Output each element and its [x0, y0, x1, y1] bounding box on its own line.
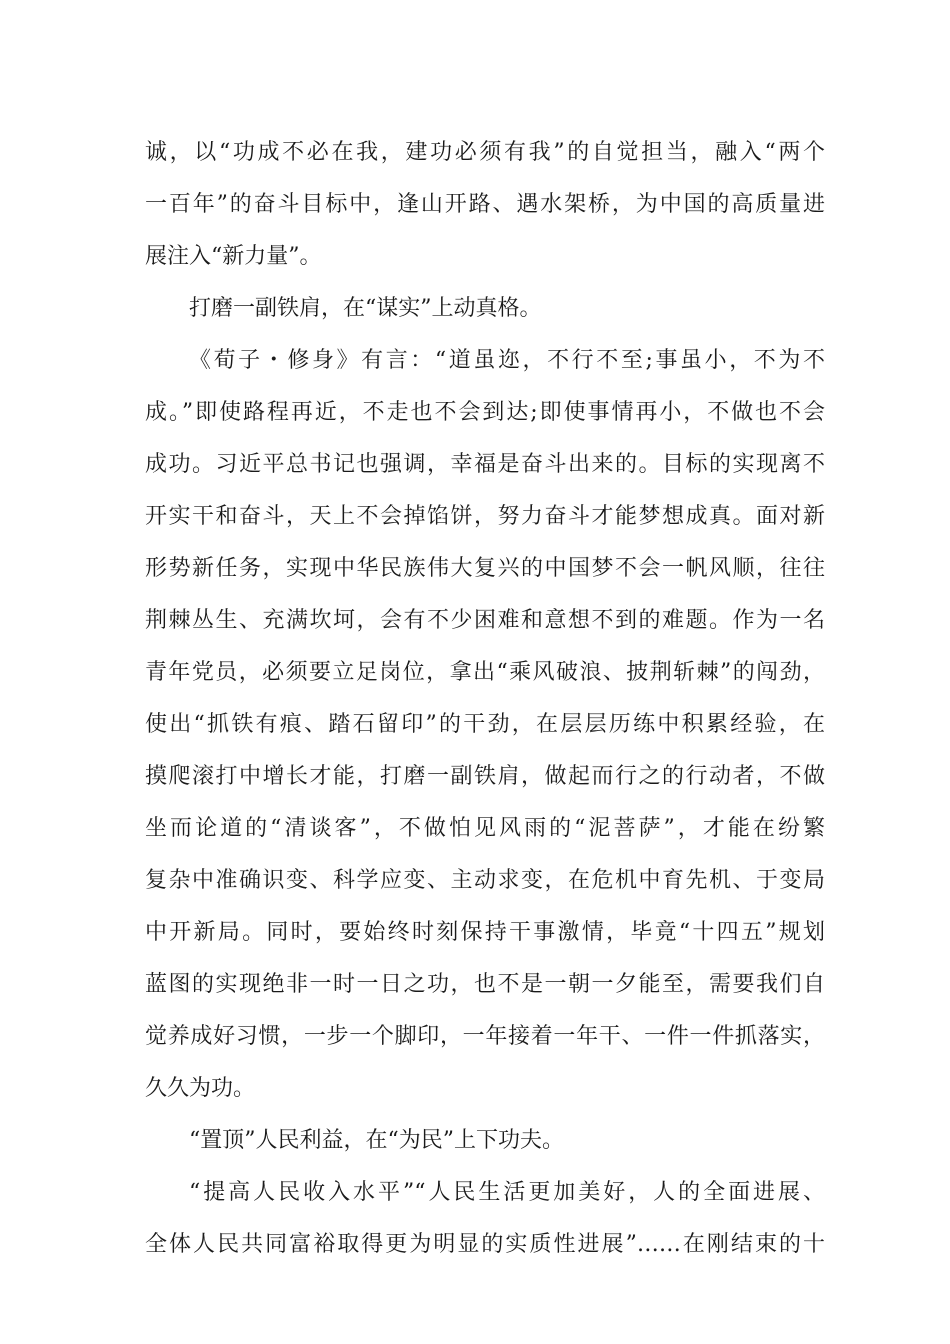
text-line: 中开新局。同时，要始终时刻保持干事激情，毕竟“十四五”规划: [145, 920, 825, 945]
text-line: 青年党员，必须要立足岗位，拿出“乘风破浪、披荆斩棘”的闯劲，: [145, 660, 825, 685]
paragraph-income: [145, 1167, 825, 1271]
paragraph-xunzi: [145, 335, 825, 1115]
text-line: 开实干和奋斗，天上不会掉馅饼，努力奋斗才能梦想成真。面对新: [145, 504, 825, 529]
text-line: 一百年”的奋斗目标中，逢山开路、遇水架桥，为中国的高质量进: [145, 192, 825, 217]
section-heading-people: [145, 1115, 825, 1167]
text-line: “提高人民收入水平”“人民生活更加美好，人的全面进展、: [189, 1180, 825, 1205]
text-line: 打磨一副铁肩，在“谋实”上动真格。: [189, 296, 542, 321]
text-line: 使出“抓铁有痕、踏石留印”的干劲，在层层历练中积累经验，在: [145, 712, 825, 737]
text-line: 久久为功。: [145, 1076, 256, 1101]
text-line: 展注入“新力量”。: [145, 244, 322, 269]
text-line: 形势新任务，实现中华民族伟大复兴的中国梦不会一帆风顺，往往: [145, 556, 825, 581]
text-line: 成功。习近平总书记也强调，幸福是奋斗出来的。目标的实现离不: [145, 452, 825, 477]
text-line: “置顶”人民利益，在“为民”上下功夫。: [189, 1128, 564, 1153]
text-line: 《荀子・修身》有言：“道虽迩，不行不至;事虽小，不为不: [189, 348, 825, 373]
text-line: 觉养成好习惯，一步一个脚印，一年接着一年干、一件一件抓落实，: [145, 1024, 825, 1049]
text-line: 全体人民共同富裕取得更为明显的实质性进展”……在刚结束的十: [145, 1232, 825, 1257]
text-line: 摸爬滚打中增长才能，打磨一副铁肩，做起而行之的行动者，不做: [145, 764, 825, 789]
section-heading-shoulders: [145, 283, 825, 335]
text-line: 复杂中准确识变、科学应变、主动求变，在危机中育先机、于变局: [145, 868, 825, 893]
paragraph-1: [145, 127, 825, 283]
text-line: 成。”即使路程再近，不走也不会到达;即使事情再小，不做也不会: [145, 400, 825, 425]
text-line: 坐而论道的“清谈客”，不做怕见风雨的“泥菩萨”，才能在纷繁: [145, 816, 825, 841]
text-line: 荆棘丛生、充满坎坷，会有不少困难和意想不到的难题。作为一名: [145, 608, 825, 633]
document-body: [145, 127, 825, 1271]
text-line: 蓝图的实现绝非一时一日之功，也不是一朝一夕能至，需要我们自: [145, 972, 825, 997]
text-line: 诚，以“功成不必在我，建功必须有我”的自觉担当，融入“两个: [145, 140, 825, 165]
